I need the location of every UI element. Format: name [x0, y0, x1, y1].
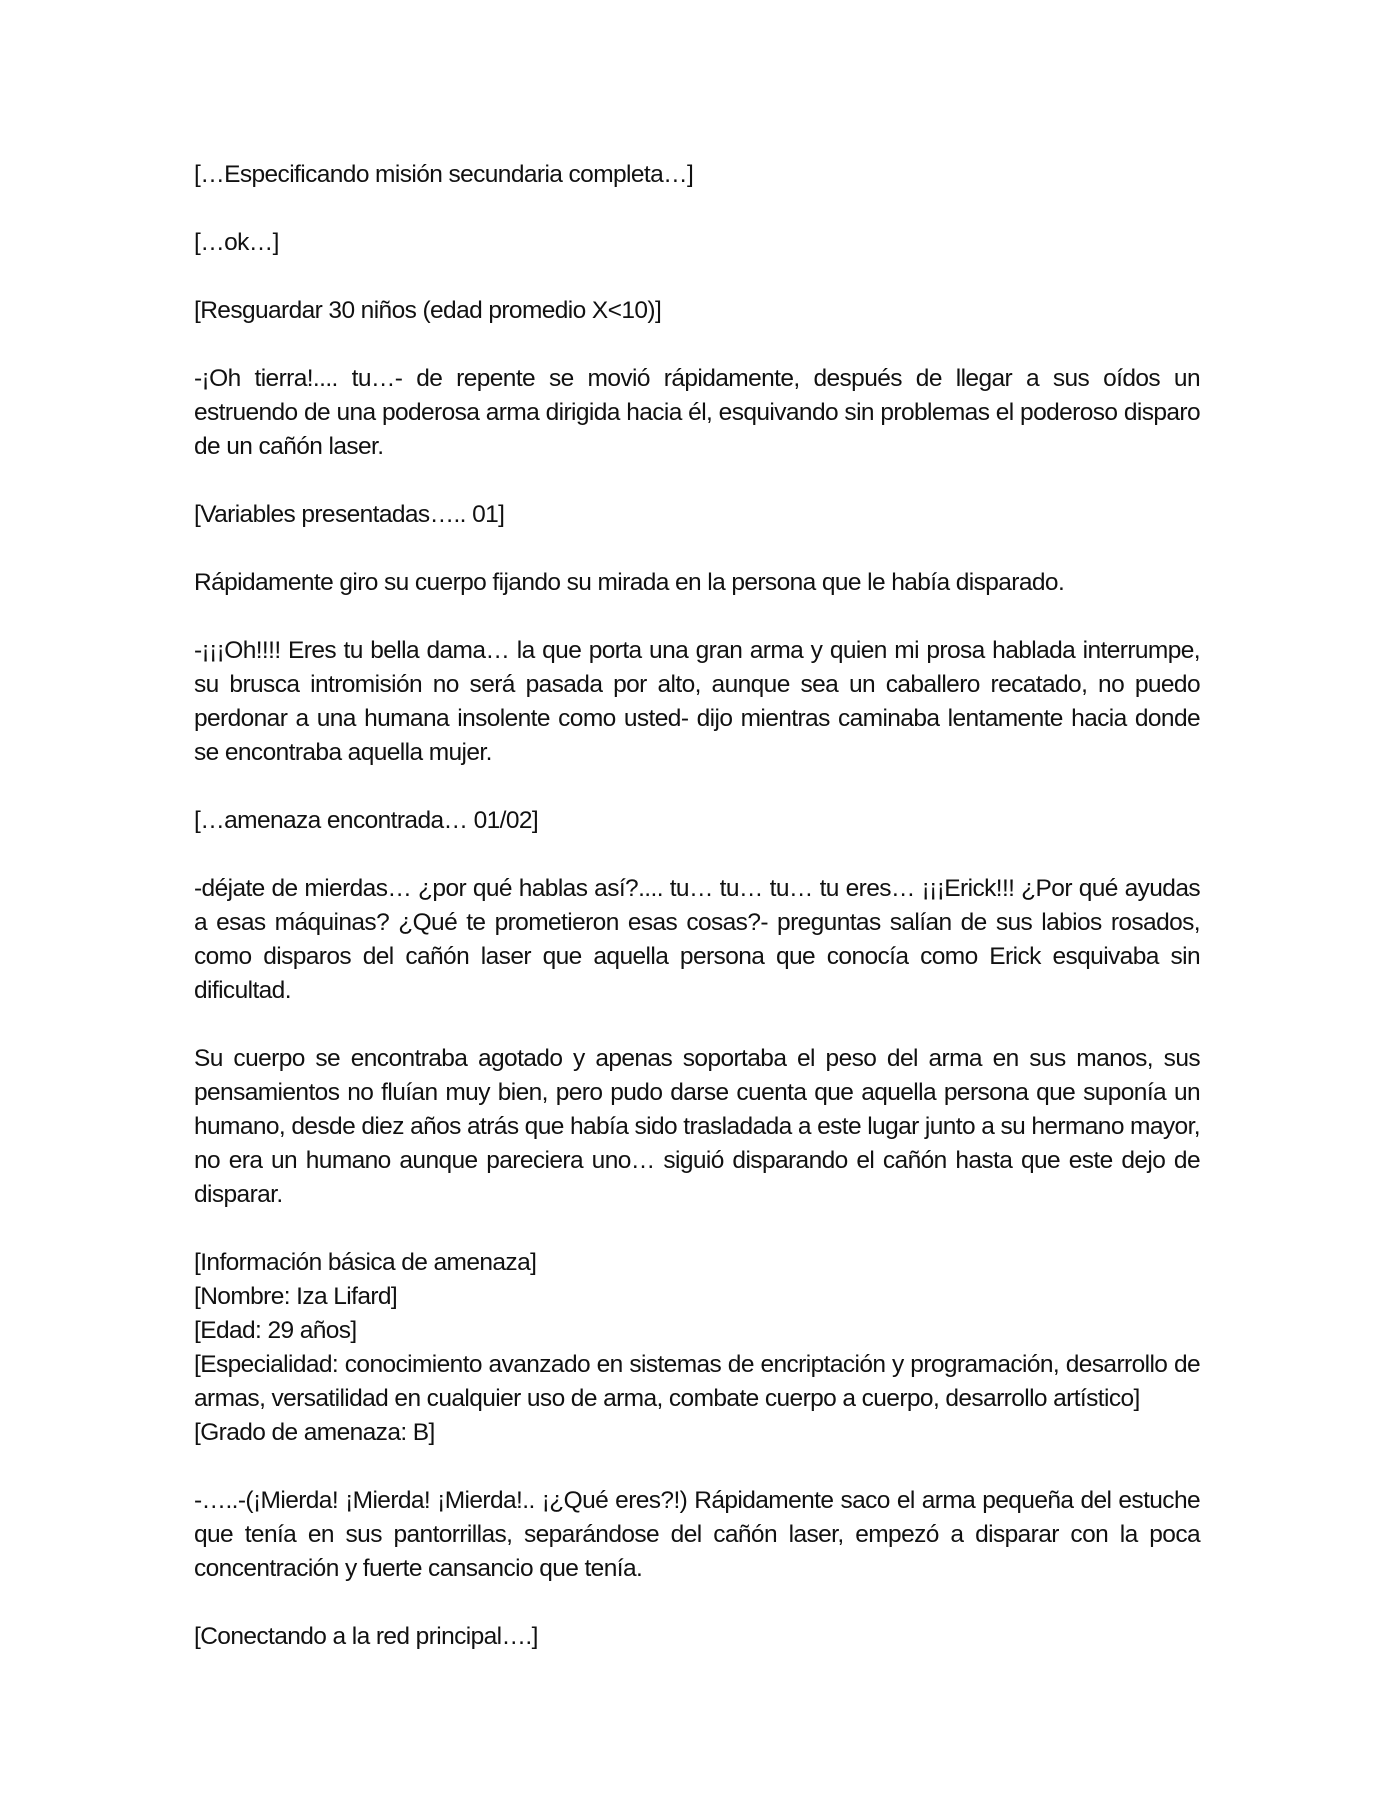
status-line-variables: [Variables presentadas….. 01]	[194, 501, 505, 528]
threat-info-header: [Información básica de amenaza]	[194, 1249, 537, 1276]
document-body	[194, 158, 1200, 1688]
status-line-mission: […Especificando misión secundaria completa…]	[194, 161, 694, 188]
status-line-protect: [Resguardar 30 niños (edad promedio X<10)]	[194, 297, 662, 324]
story-paragraph: Su cuerpo se encontraba agotado y apenas soportaba el peso del arma en sus manos, sus pensamientos no fluían muy bien, pero pudo darse cuenta que aquella persona que suponía un humano, desde diez años atrás que había sido trasladada a este lugar junto a su hermano mayor, no era un humano aunque pareciera uno… siguió disparando el cañón hasta que este dejo de disparar.	[194, 1045, 1200, 1208]
threat-info-specialty: [Especialidad: conocimiento avanzado en sistemas de encriptación y programación, desarrollo de armas, versatilidad en cualquier uso de arma, combate cuerpo a cuerpo, desarrollo artístico]	[194, 1351, 1200, 1412]
story-paragraph: Rápidamente giro su cuerpo fijando su mirada en la persona que le había disparado.	[194, 569, 1065, 596]
status-line-ok: […ok…]	[194, 229, 279, 256]
status-line-connecting: [Conectando a la red principal….]	[194, 1623, 538, 1650]
threat-info-name: [Nombre: Iza Lifard]	[194, 1283, 398, 1310]
story-paragraph: -…..-(¡Mierda! ¡Mierda! ¡Mierda!.. ¡¿Qué eres?!) Rápidamente saco el arma pequeña del estuche que tenía en sus pantorrillas, separándose del cañón laser, empezó a disparar con la poca concentración y fuerte cansancio que tenía.	[194, 1487, 1200, 1582]
story-paragraph: -déjate de mierdas… ¿por qué hablas así?.... tu… tu… tu… tu eres… ¡¡¡Erick!!! ¿Por qué ayudas a esas máquinas? ¿Qué te prometieron esas cosas?- preguntas salían de sus labios rosados, como disparos del cañón laser que aquella persona que conocía como Erick esquivaba sin dificultad.	[194, 875, 1200, 1004]
story-paragraph: -¡¡¡Oh!!!! Eres tu bella dama… la que porta una gran arma y quien mi prosa hablada interrumpe, su brusca intromisión no será pasada por alto, aunque sea un caballero recatado, no puedo perdonar a una humana insolente como usted- dijo mientras caminaba lentamente hacia donde se encontraba aquella mujer.	[194, 637, 1200, 766]
status-line-threat: […amenaza encontrada… 01/02]	[194, 807, 539, 834]
story-paragraph: -¡Oh tierra!.... tu…- de repente se movió rápidamente, después de llegar a sus oídos un estruendo de una poderosa arma dirigida hacia él, esquivando sin problemas el poderoso disparo de un cañón laser.	[194, 365, 1200, 460]
threat-info-block	[194, 1246, 1200, 1450]
threat-info-age: [Edad: 29 años]	[194, 1317, 357, 1344]
threat-info-grade: [Grado de amenaza: B]	[194, 1419, 435, 1446]
